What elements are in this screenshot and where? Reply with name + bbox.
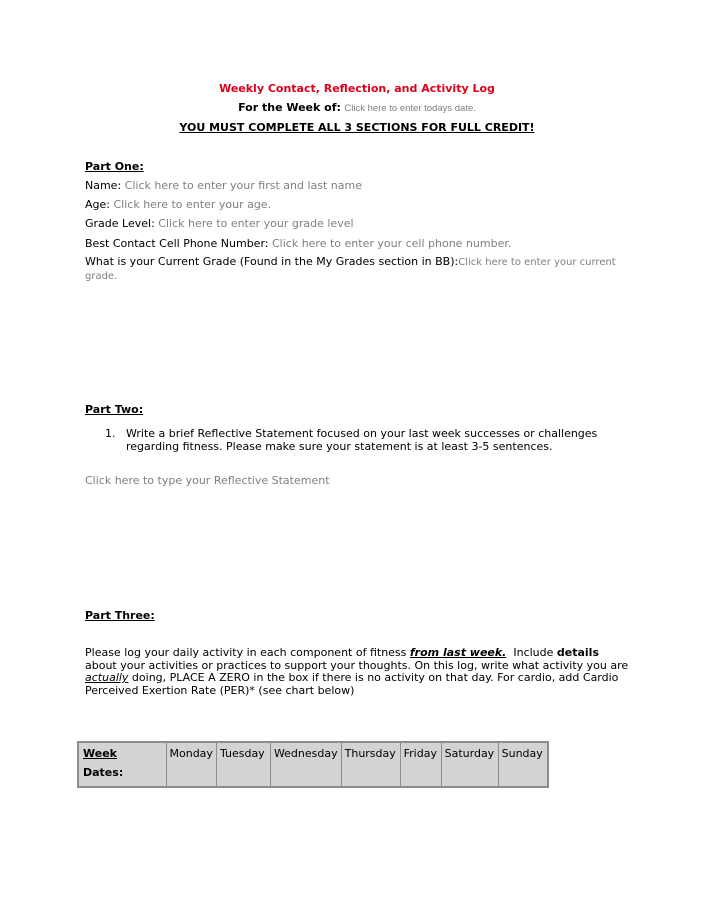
- activity-log-table: [77, 741, 549, 788]
- part-one-heading: Part One:: [85, 160, 144, 173]
- document-title: Weekly Contact, Reflection, and Activity Log: [219, 82, 495, 95]
- name-label: Name:: [85, 179, 122, 192]
- name-row: [85, 179, 362, 192]
- part-three-heading: Part Three:: [85, 609, 155, 622]
- activity-instructions: [85, 647, 630, 697]
- dates-label: Dates:: [83, 766, 124, 779]
- current-grade-row: [85, 256, 630, 283]
- phone-row: [85, 237, 511, 250]
- intro-text: doing, PLACE A ZERO in the box if there is no activity on that day. For cardio, add Cardio Perceived Exertion Rate (PER)* (see chart below): [85, 671, 619, 697]
- age-row: [85, 198, 271, 211]
- day-cell-wednesday[interactable]: Wednesday: [270, 742, 341, 787]
- current-grade-label: What is your Current Grade (Found in the My Grades section in BB):: [85, 255, 459, 268]
- grade-level-label: Grade Level:: [85, 217, 155, 230]
- name-field[interactable]: Click here to enter your first and last name: [124, 179, 362, 192]
- intro-text: Please log your daily activity in each component of fitness: [85, 646, 410, 659]
- table-row: [78, 742, 548, 787]
- day-cell-monday[interactable]: Monday: [166, 742, 216, 787]
- completion-notice: YOU MUST COMPLETE ALL 3 SECTIONS FOR FULL CREDIT!: [179, 121, 535, 134]
- day-cell-tuesday[interactable]: Tuesday: [216, 742, 270, 787]
- from-last-week-emphasis: from last week.: [409, 646, 507, 659]
- week-of-label: For the Week of:: [238, 101, 341, 114]
- week-of-line: [0, 101, 714, 114]
- week-label: Week: [83, 747, 117, 760]
- phone-label: Best Contact Cell Phone Number:: [85, 237, 269, 250]
- part-two-heading: Part Two:: [85, 403, 144, 416]
- age-field[interactable]: Click here to enter your age.: [113, 198, 272, 211]
- age-label: Age:: [85, 198, 110, 211]
- grade-level-row: [85, 217, 354, 230]
- day-cell-thursday[interactable]: Thursday: [341, 742, 400, 787]
- phone-field[interactable]: Click here to enter your cell phone number.: [271, 237, 512, 250]
- list-number: 1.: [105, 427, 116, 440]
- day-cell-sunday[interactable]: Sunday: [498, 742, 548, 787]
- grade-level-field[interactable]: Click here to enter your grade level: [158, 217, 354, 230]
- reflective-statement-field[interactable]: Click here to type your Reflective Statement: [85, 474, 330, 487]
- details-emphasis: details: [556, 646, 599, 659]
- week-dates-cell[interactable]: [78, 742, 166, 787]
- actually-emphasis: actually: [85, 671, 129, 684]
- intro-text: about your activities or practices to support your thoughts. On this log, write what activity you are: [85, 658, 629, 672]
- reflection-instruction: [105, 428, 635, 453]
- week-date-field[interactable]: Click here to enter todays date.: [344, 103, 476, 114]
- day-cell-saturday[interactable]: Saturday: [441, 742, 498, 787]
- instruction-text: Write a brief Reflective Statement focused on your last week successes or challenges regarding fitness. Please make sure your statement is at least 3-5 sentences.: [126, 427, 598, 453]
- intro-text: Include: [506, 646, 557, 659]
- current-grade-field[interactable]: Click here to enter your current grade.: [85, 257, 616, 282]
- day-cell-friday[interactable]: Friday: [400, 742, 441, 787]
